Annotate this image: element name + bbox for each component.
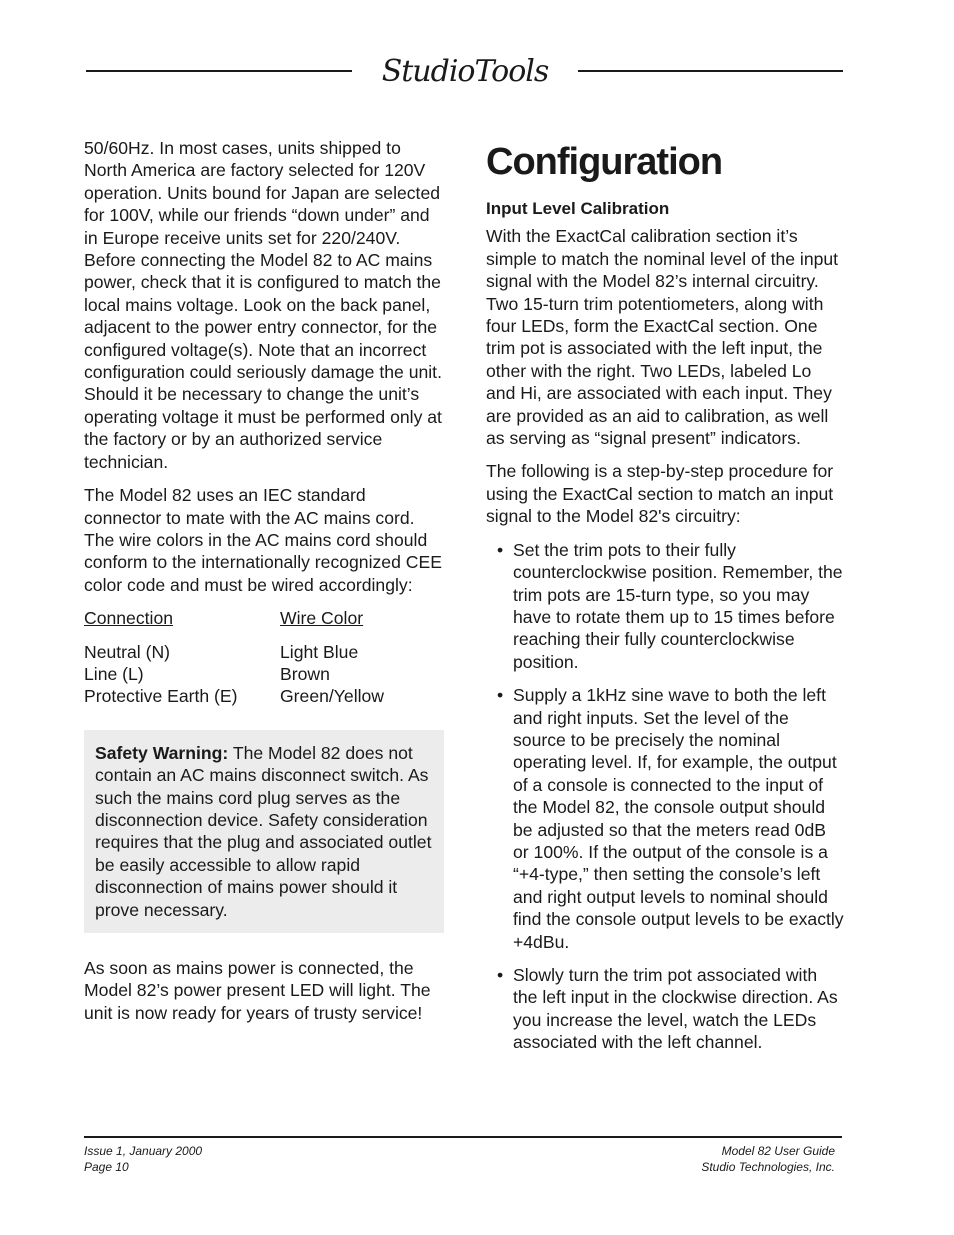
procedure-intro-paragraph: The following is a step-by-step procedure for using the ExactCal section to match an input signal to the Model 82's circuitry: (486, 461, 834, 527)
list-item (486, 964, 844, 1054)
bullet-icon: • (497, 965, 504, 985)
bullet-icon: • (497, 685, 504, 706)
footer-rule (84, 1136, 842, 1138)
list-item (486, 539, 844, 673)
table-header-wire-color: Wire Color (280, 608, 364, 629)
table-cell: Line (L) (84, 663, 144, 684)
left-column (84, 137, 444, 1035)
list-item-text: Supply a 1kHz sine wave to both the left and right inputs. Set the level of the source to be precisely the nominal operating level. If, for example, the output of a console is connected to the input of the Model 82, the console output should be adjusted so that the meters read 0dB or 100%. If the output of the console is a “+4-type,” then setting the console’s left and right output levels to nominal should find the console output levels to be exactly +4dBu. (513, 685, 844, 952)
company-name: Studio Technologies, Inc. (701, 1159, 835, 1174)
procedure-list (486, 539, 844, 1054)
footer-left (84, 1144, 202, 1175)
footer-right (701, 1144, 835, 1175)
list-item-text: Set the trim pots to their fully counterclockwise position. Remember, the trim pots are 15-turn type, so you may have to rotate them up to 15 times before reaching their fully counterclockwise position. (513, 539, 843, 672)
table-cell: Brown (280, 663, 330, 684)
header-rule-right (578, 70, 843, 72)
right-column (486, 137, 844, 1065)
power-led-paragraph: As soon as mains power is connected, the Model 82’s power present LED will light. The unit is now ready for years of trusty service! (84, 958, 431, 1023)
studiotools-logo: StudioTools (381, 54, 549, 89)
table-cell: Protective Earth (E) (84, 686, 238, 707)
list-item (486, 684, 844, 953)
wire-color-table (84, 607, 444, 708)
bullet-icon: • (497, 539, 504, 560)
table-cell: Green/Yellow (280, 686, 384, 707)
page-number: Page 10 (84, 1159, 129, 1174)
safety-warning-text: The Model 82 does not contain an AC mains disconnect switch. As such the mains cord plug serves as the disconnection device. Safety consideration requires that the plug and associated outlet be easily accessible to allow rapid disconnection of mains power should it prove necessary. (95, 742, 432, 920)
exactcal-paragraph: With the ExactCal calibration section it’s simple to match the nominal level of the input signal with the Model 82’s internal circuitry. Two 15-turn trim potentiometers, along with four LEDs, form the ExactCal section. One trim pot is associated with the left input, the other with the right. Two LEDs, labeled Lo and Hi, are associated with each input. They are provided as an aid to calibration, as well as serving as “signal present” indicators. (486, 226, 839, 449)
table-cell: Light Blue (280, 641, 359, 662)
subsection-title: Input Level Calibration (486, 199, 670, 218)
safety-warning-box (84, 730, 444, 933)
iec-connector-paragraph: The Model 82 uses an IEC standard connector to mate with the AC mains cord. The wire colors in the AC mains cord should conform to the internationally recognized CEE color code and must be wired accordingly: (84, 485, 442, 595)
section-title: Configuration (486, 141, 723, 183)
issue-date: Issue 1, January 2000 (84, 1144, 203, 1158)
table-cell: Neutral (N) (84, 641, 171, 662)
guide-title: Model 82 User Guide (721, 1144, 835, 1158)
table-header-connection: Connection (84, 608, 174, 629)
header-rule-left (86, 70, 352, 72)
voltage-paragraph: 50/60Hz. In most cases, units shipped to North America are factory selected for 120V operation. Units bound for Japan are selected for 100V, while our friends “down under” and in Europe receive units set for 220/240V. Before connecting the Model 82 to AC mains power, check that it is configured to match the local mains voltage. Look on the back panel, adjacent to the power entry connector, for the configured voltage(s). Note that an incorrect configuration could seriously damage the unit. Should it be necessary to change the unit’s operating voltage it must be performed only at the factory or by an authorized service technician. (84, 138, 442, 472)
list-item-text: Slowly turn the trim pot associated with the left input in the clockwise direction. As you increase the level, watch the LEDs associated with the left channel. (513, 965, 838, 1053)
safety-warning-label: Safety Warning: (95, 742, 229, 763)
